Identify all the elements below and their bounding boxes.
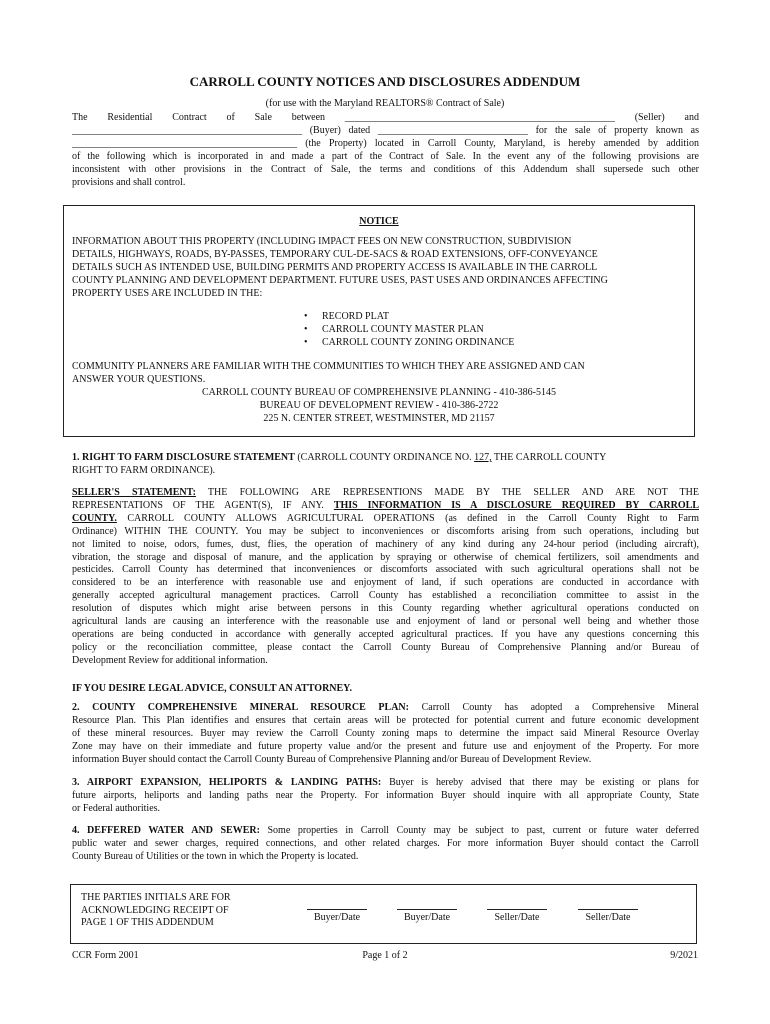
document-subtitle: (for use with the Maryland REALTORS® Contract of Sale) bbox=[265, 98, 505, 109]
section-4: 4. DEFFERED WATER AND SEWER: Some properties in Carroll County may be subject to past, current or future water deferred public water and sewer charges, required connections, and other related charges. For more information Buyer should contact the Carroll County Bureau of Utilities or the town in which the Property is located. bbox=[72, 825, 699, 862]
footer-page-number: Page 1 of 2 bbox=[362, 950, 408, 961]
notice-contact-address: 225 N. CENTER STREET, WESTMINSTER, MD 21157 bbox=[263, 413, 495, 424]
section-1-heading: 1. RIGHT TO FARM DISCLOSURE STATEMENT (CARROLL COUNTY ORDINANCE NO. 127, THE CARROLL COUNTY RIGHT TO FARM ORDINANCE). bbox=[72, 452, 607, 476]
signature-line bbox=[487, 909, 547, 910]
list-item: • CARROLL COUNTY ZONING ORDINANCE bbox=[304, 337, 514, 350]
seller-initials-2[interactable]: Seller/Date bbox=[578, 909, 638, 925]
notice-paragraph-2: COMMUNITY PLANNERS ARE FAMILIAR WITH THE COMMUNITIES TO WHICH THEY ARE ASSIGNED AND CAN ANSWER YOUR QUESTIONS. bbox=[72, 361, 585, 385]
intro-paragraph: The Residential Contract of Sale between ______________________________________________________ (Seller) and ______________________________________________ (Buyer) dated ______________________________ for the sale of property known as _____________________________________________ (the Property) located in Carroll County, Maryland, is hereby amended by addition of the following which is incorporated in and made a part of the Contract of Sale. In the event any of the following provisions are inconsistent with other provisions in the Contract of Sale, the terms and conditions of this Addendum shall supersede such other provisions and shall control. bbox=[72, 112, 699, 188]
notice-box bbox=[63, 205, 695, 437]
signature-line bbox=[578, 909, 638, 910]
list-item: • CARROLL COUNTY MASTER PLAN bbox=[304, 324, 514, 337]
section-2: 2. COUNTY COMPREHENSIVE MINERAL RESOURCE PLAN: Carroll County has adopted a Comprehensive Mineral Resource Plan. This Plan identifies and ensures that certain areas will be protected for potential current and future economic development of these mineral resources. Buyer may review the Carroll County zoning maps to determine the impact said Mineral Resource Overlay Zone may have on their immediate and future property value and/or the present and future use and enjoyment of the Property. For more information Buyer should contact the Carroll County Bureau of Comprehensive Planning and/or Bureau of Development Review. bbox=[72, 702, 699, 765]
signature-line bbox=[397, 909, 457, 910]
initials-label: THE PARTIES INITIALS ARE FOR ACKNOWLEDGING RECEIPT OF PAGE 1 OF THIS ADDENDUM bbox=[81, 892, 231, 928]
signature-line bbox=[307, 909, 367, 910]
section-1-body: SELLER'S STATEMENT: THE FOLLOWING ARE REPRESENTIONS MADE BY THE SELLER AND ARE NOT THE REPRESENTATIONS OF THE AGENT(S), IF ANY. THIS INFORMATION IS A DISCLOSURE REQUIRED BY CARROLL COUNTY. CARROLL COUNTY ALLOWS AGRICULTURAL OPERATIONS (as defined in the Carroll County Right to Farm Ordinance) WITHIN THE COUNTY. You may be subject to inconveniences or discomforts arising from such operations, including but not limited to noise, odors, fumes, dust, flies, the operation of machinery of any kind during any 24-hour period (including aircraft), vibration, the storage and disposal of manure, and the application by spraying or otherwise of chemical fertilizers, soil amendments and pesticides. Carroll County has determined that inconveniences or discomforts associated with such agricultural operations shall not be considered to be an interference with reasonable use and enjoyment of land, if such operations are conducted in accordance with generally accepted agricultural management practices. Carroll County has established a reconciliation committee to assist in the resolution of disputes which might arise between persons in this County regarding whether agricultural operations conducted on agricultural lands are causing an interference with the reasonable use and enjoyment of land or personal well being and whether those operations are being conducted in accordance with generally accepted agricultural practices. If you have any questions concerning this policy or the reconciliation committee, please contact the Carroll County Bureau of Comprehensive Planning and/or Bureau of Development Review for additional information. bbox=[72, 487, 699, 666]
legal-advice-notice: IF YOU DESIRE LEGAL ADVICE, CONSULT AN ATTORNEY. bbox=[72, 683, 352, 694]
buyer-initials-2[interactable]: Buyer/Date bbox=[397, 909, 457, 925]
list-item: • RECORD PLAT bbox=[304, 311, 514, 324]
footer-revision-date: 9/2021 bbox=[670, 950, 698, 961]
notice-paragraph-1: INFORMATION ABOUT THIS PROPERTY (INCLUDING IMPACT FEES ON NEW CONSTRUCTION, SUBDIVISION DETAILS, HIGHWAYS, ROADS, BY-PASSES, TEMPORARY CUL-DE-SACS & ROAD EXTENSIONS, OFF-CONVEYANCE DETAILS SUCH AS INTENDED USE, BUILDING PERMITS AND PROPERTY ACCESS IS AVAILABLE IN THE CARROLL COUNTY PLANNING AND DEVELOPMENT DEPARTMENT. FUTURE USES, PAST USES AND ORDINANCES AFFECTING PROPERTY USES ARE INCLUDED IN THE: bbox=[72, 236, 608, 299]
notice-contact-planning: CARROLL COUNTY BUREAU OF COMPREHENSIVE PLANNING - 410-386-5145 bbox=[202, 387, 556, 398]
initials-box bbox=[70, 884, 697, 944]
section-3: 3. AIRPORT EXPANSION, HELIPORTS & LANDING PATHS: Buyer is hereby advised that there may be existing or plans for future airports, heliports and landing paths near the Property. For information Buyer should inquire with all appropriate County, State or Federal authorities. bbox=[72, 777, 699, 814]
notice-heading: NOTICE bbox=[359, 216, 399, 227]
notice-contact-review: BUREAU OF DEVELOPMENT REVIEW - 410-386-2722 bbox=[259, 400, 499, 411]
notice-bullet-list bbox=[304, 311, 514, 350]
footer-form-number: CCR Form 2001 bbox=[72, 950, 139, 961]
seller-initials-1[interactable]: Seller/Date bbox=[487, 909, 547, 925]
document-title: CARROLL COUNTY NOTICES AND DISCLOSURES ADDENDUM bbox=[189, 74, 581, 89]
buyer-initials-1[interactable]: Buyer/Date bbox=[307, 909, 367, 925]
